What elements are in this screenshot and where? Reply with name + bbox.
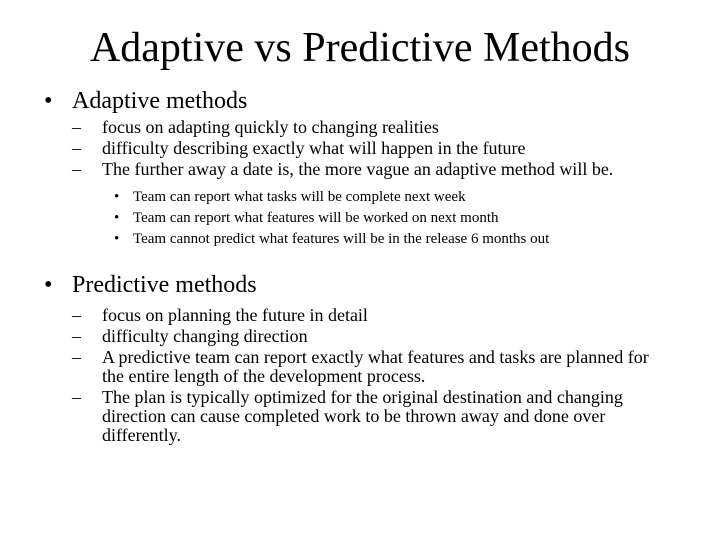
bullet-dot-icon: • bbox=[44, 88, 53, 114]
list-item bbox=[0, 118, 662, 137]
dash-icon: – bbox=[72, 117, 81, 137]
sub-list-item-text: Team cannot predict what features will be in the release 6 months out bbox=[133, 231, 550, 247]
dash-icon: – bbox=[72, 305, 81, 325]
bullet-heading bbox=[0, 86, 720, 116]
list-item-text: focus on adapting quickly to changing realities bbox=[102, 117, 439, 137]
list-item bbox=[0, 327, 662, 346]
list-item-text: The further away a date is, the more vague an adaptive method will be. bbox=[102, 159, 614, 179]
dash-icon: – bbox=[72, 159, 81, 179]
slide-title: Adaptive vs Predictive Methods bbox=[89, 25, 631, 71]
list-item bbox=[0, 348, 662, 386]
list-item-text: difficulty describing exactly what will happen in the future bbox=[102, 138, 526, 158]
sub-list-item-text: Team can report what features will be worked on next month bbox=[133, 210, 499, 226]
sub-list-item bbox=[0, 187, 720, 208]
bullet-dot-icon: • bbox=[114, 231, 120, 247]
heading-text: Predictive methods bbox=[72, 272, 257, 298]
bullet-heading bbox=[0, 270, 720, 300]
list-item bbox=[0, 388, 662, 445]
bullet-dot-icon: • bbox=[114, 210, 120, 226]
list-item-text: focus on planning the future in detail bbox=[102, 305, 368, 325]
bullet-dot-icon: • bbox=[44, 272, 53, 298]
dash-icon: – bbox=[72, 326, 81, 346]
bullet-dot-icon: • bbox=[114, 189, 120, 205]
list-item bbox=[0, 139, 662, 158]
section-predictive-methods bbox=[0, 270, 720, 445]
list-item-text: The plan is typically optimized for the original destination and changing direction can cause completed work to be thrown away and done over differently. bbox=[102, 387, 623, 445]
sub-list bbox=[0, 187, 720, 250]
list-item bbox=[0, 160, 662, 179]
sub-list-item-text: Team can report what tasks will be complete next week bbox=[133, 189, 466, 205]
dash-icon: – bbox=[72, 347, 81, 367]
sub-list-item bbox=[0, 229, 720, 250]
dash-icon: – bbox=[72, 138, 81, 158]
list-item-text: A predictive team can report exactly what features and tasks are planned for the entire length of the development process. bbox=[102, 347, 649, 386]
dash-icon: – bbox=[72, 387, 81, 407]
sub-list-item bbox=[0, 208, 720, 229]
list-item-text: difficulty changing direction bbox=[102, 326, 308, 346]
section-adaptive-methods bbox=[0, 86, 720, 250]
heading-text: Adaptive methods bbox=[72, 88, 248, 114]
list-item bbox=[0, 306, 662, 325]
